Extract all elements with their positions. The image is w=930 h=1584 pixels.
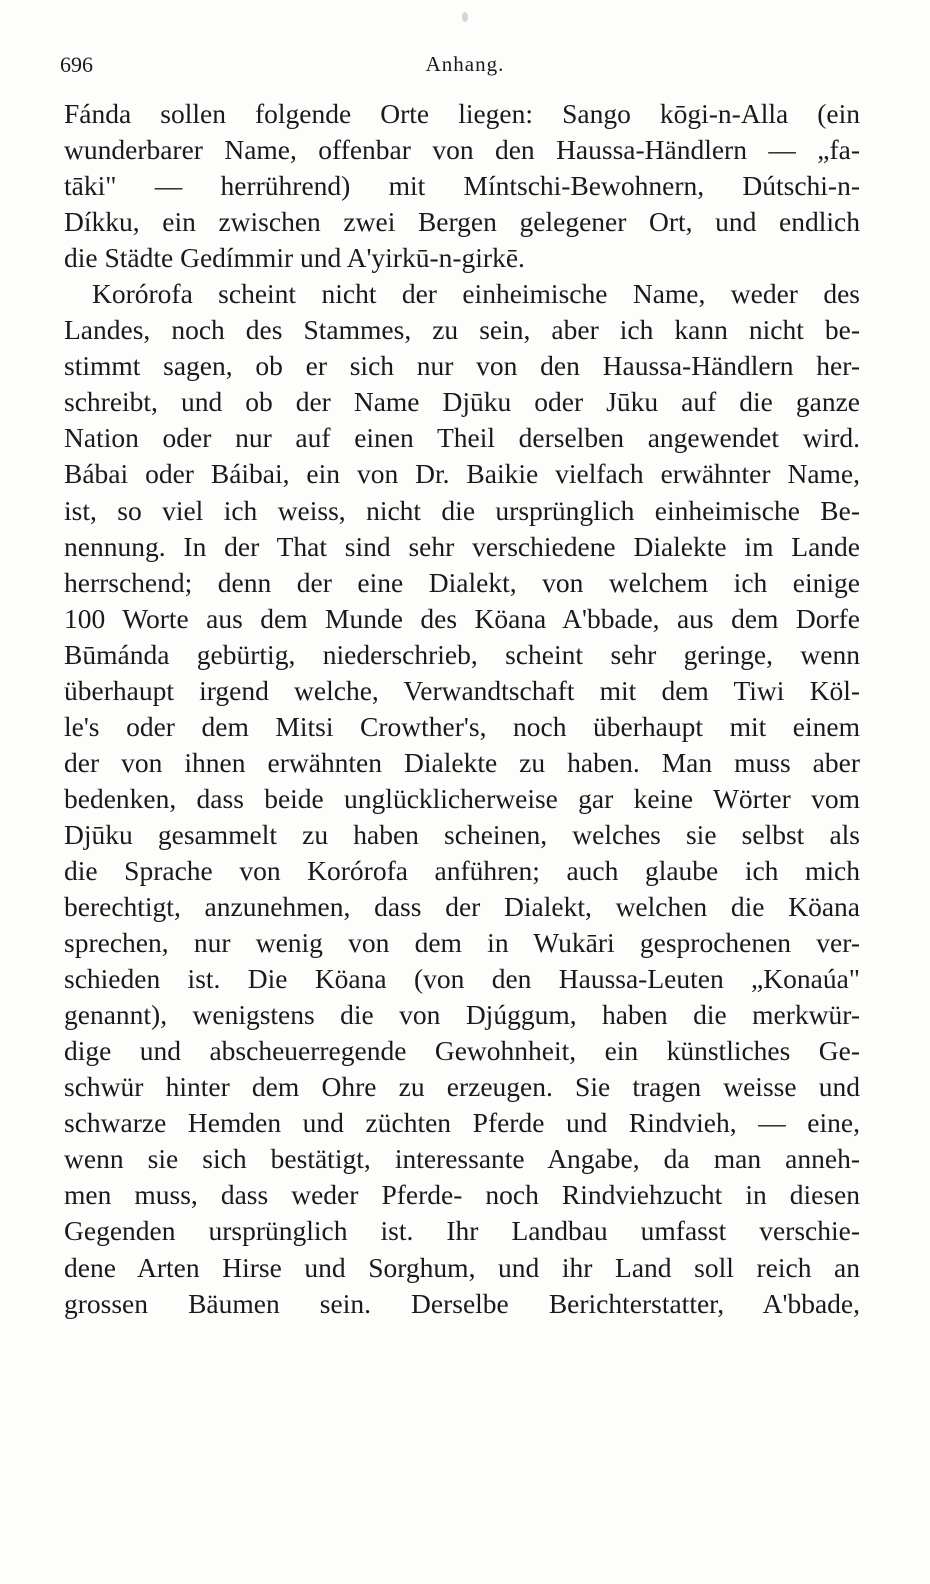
text-line: Nation oder nur auf einen Theil derselben angewendet wird. [64,422,860,454]
text-line: herrschend; denn der eine Dialekt, von welchem ich einige [64,566,860,598]
text-line: dige und abscheuerregende Gewohnheit, ein künstliches Ge- [64,1035,860,1067]
text-line: le's oder dem Mitsi Crowther's, noch überhaupt mit einem [64,710,860,742]
text-line: men muss, dass weder Pferde- noch Rindviehzucht in diesen [64,1179,860,1211]
text-line: berechtigt, anzunehmen, dass der Dialekt, welchen die Köana [64,891,860,923]
text-line: wunderbarer Name, offenbar von den Haussa-Händlern — „fa- [64,134,860,166]
text-line: der von ihnen erwähnten Dialekte zu haben. Man muss aber [64,746,860,778]
text-line: Fánda sollen folgende Orte liegen: Sango kōgi-n-Alla (ein [64,98,860,129]
text-line: Korórofa scheint nicht der einheimische Name, weder des [92,278,860,310]
text-line: sprechen, nur wenig von dem in Wukāri gesprochenen ver- [64,927,860,959]
text-line: dene Arten Hirse und Sorghum, und ihr Land soll reich an [64,1251,860,1283]
print-smudge [462,12,468,22]
text-line: Gegenden ursprünglich ist. Ihr Landbau umfasst verschie- [64,1215,860,1247]
body-text [64,96,860,1322]
text-line: schieden ist. Die Köana (von den Haussa-Leuten „Konaúa" [64,963,860,995]
text-line: grossen Bäumen sein. Derselbe Berichterstatter, A'bbade, [64,1287,860,1319]
text-line: ist, so viel ich weiss, nicht die ursprünglich einheimische Be- [64,494,860,526]
text-line: Díkku, ein zwischen zwei Bergen gelegener Ort, und endlich [64,206,860,238]
text-line: Būmánda gebürtig, niederschrieb, scheint sehr geringe, wenn [64,638,860,670]
text-line: Djūku gesammelt zu haben scheinen, welches sie selbst als [64,818,860,850]
text-line: die Städte Gedímmir und A'yirkū-n-girkē. [64,242,525,274]
text-line: stimmt sagen, ob er sich nur von den Haussa-Händlern her- [64,350,860,382]
text-line: genannt), wenigstens die von Djúggum, haben die merkwür- [64,999,860,1031]
text-line: 100 Worte aus dem Munde des Köana A'bbade, aus dem Dorfe [64,602,860,634]
running-head: Anhang. [425,52,505,76]
text-line: schreibt, und ob der Name Djūku oder Jūku auf die ganze [64,386,860,418]
text-line: Bábai oder Báibai, ein von Dr. Baikie vielfach erwähnter Name, [64,458,860,490]
text-line: nennung. In der That sind sehr verschiedene Dialekte im Lande [64,530,860,562]
text-line: tāki" — herrührend) mit Míntschi-Bewohnern, Dútschi-n- [64,170,860,202]
text-line: bedenken, dass beide unglücklicherweise gar keine Wörter vom [64,782,860,814]
text-line: schwarze Hemden und züchten Pferde und Rindvieh, — eine, [64,1107,860,1139]
text-line: die Sprache von Korórofa anführen; auch glaube ich mich [64,854,860,886]
page-header [60,52,870,82]
text-line: schwür hinter dem Ohre zu erzeugen. Sie tragen weisse und [64,1071,860,1103]
text-line: Landes, noch des Stammes, zu sein, aber ich kann nicht be- [64,314,860,346]
text-line: wenn sie sich bestätigt, interessante Angabe, da man anneh- [64,1143,860,1175]
text-line: überhaupt irgend welche, Verwandtschaft mit dem Tiwi Köl- [64,674,860,706]
page-number: 696 [60,52,93,77]
